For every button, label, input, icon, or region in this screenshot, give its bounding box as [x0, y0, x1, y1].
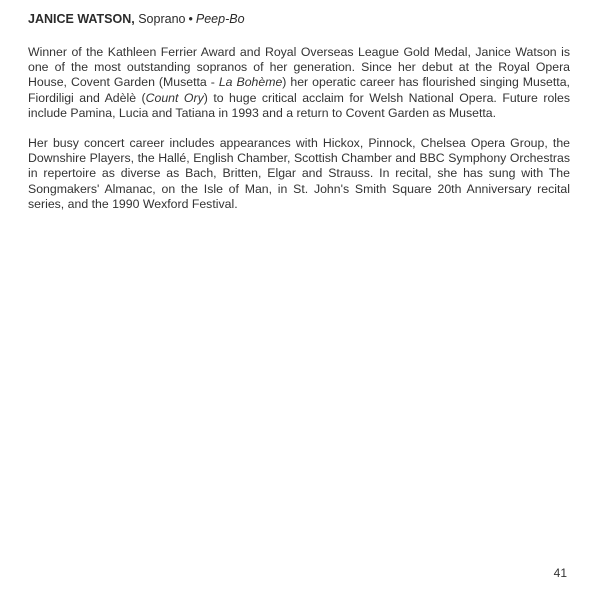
bio-text-segment: ) to huge critical acclaim for Welsh National Opera. Future roles include Pamina, Lucia and Tatiana in 1993 and a return to Covent Garden as Musetta.	[28, 90, 570, 120]
biography-paragraph-2: Her busy concert career includes appearances with Hickox, Pinnock, Chelsea Opera Group, the Downshire Players, the Hallé, English Chamber, Scottish Chamber and BBC Symphony Orchestras in repertoire as diverse as Bach, Britten, Elgar and Strauss. In recital, she has sung with The Songmakers' Almanac, on the Isle of Man, in St. John's Smith Square 20th Anniversary recital series, and the 1990 Wexford Festival.	[28, 136, 570, 211]
voice-type: Soprano	[138, 12, 186, 26]
artist-heading	[28, 12, 245, 27]
bullet-separator: •	[188, 12, 193, 26]
biography-paragraph-1	[28, 45, 570, 121]
artist-name: JANICE WATSON,	[28, 12, 135, 26]
opera-title-count-ory: Count Ory	[145, 90, 204, 105]
bio-text-segment: ) her operatic career has flourished singing Musetta, Fiordiligi and Adèlè (	[28, 75, 570, 105]
opera-title-la-boheme: La Bohème	[218, 75, 283, 90]
page-number: 41	[553, 566, 567, 580]
bio-text-segment: Winner of the Kathleen Ferrier Award and Royal Overseas League Gold Medal, Janice Watson is one of the most outstanding sopranos of her generation. Since her debut at the Royal Opera House, Covent Garden (Musetta -	[28, 45, 570, 90]
role-name: Peep-Bo	[195, 12, 245, 26]
